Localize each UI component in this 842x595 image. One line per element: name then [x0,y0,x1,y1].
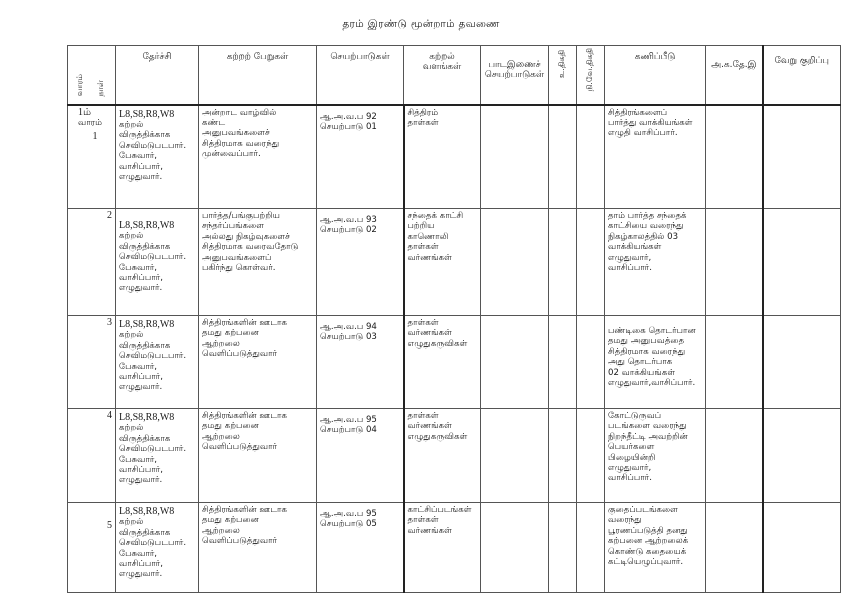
remarks-cell [763,316,841,409]
competency-line: எழுதுவார். [119,171,163,182]
outcome-line: சித்திரமாக வரைந்து [202,138,280,149]
ni-date-cell [577,409,605,503]
table-row [68,409,841,503]
u-date-cell [549,503,577,593]
assessment-cell [605,105,706,209]
competency-line: கற்றல் [119,231,144,242]
activity-line: செயற்பாடு 04 [320,425,377,436]
activity-line: ஆ.அ.வ.ப 95 [320,415,377,425]
remarks-cell [763,105,841,209]
outcome-line: முன்வைப்பார். [202,149,261,160]
assessment-line: எழுதுவார்,வாசிப்பார். [608,378,696,389]
outcome-line: சித்திரங்களின் ஊடாக [202,505,288,515]
assessment-line: அது தொடர்பாக [608,357,673,368]
ni-date-cell [577,316,605,409]
assessment-line: கட்டியெழுப்புவார். [608,557,684,568]
competency-line: எழுதுவார். [119,569,163,580]
header-assessment: கணிப்பீடு [605,46,706,105]
resource-line: தாள்கள் [407,242,439,253]
assessment-line: வாசிப்பார். [608,473,652,484]
u-date-cell [549,409,577,503]
competency-cell [116,209,199,316]
activity-line: ஆ.அ.வ.ப 94 [320,322,377,332]
competency-cell [116,105,199,209]
assessment-line: 02 வாக்கியங்கள் [608,367,676,378]
resource-line: காட்சிப்படங்கள் [407,505,472,515]
competency-line: L8,S8,R8,W8 [119,108,175,120]
header-activities: செயற்பாடுகள் [317,46,404,105]
table-body [68,105,841,593]
resource-line: எழுதுகருவிகள் [407,431,468,442]
competency-line: L8,S8,R8,W8 [119,506,175,517]
competency-line: பேசுவார், [119,151,158,162]
day-number: 2 [107,210,112,221]
competency-line: விருத்திக்காக [119,241,171,252]
outcomes-cell [199,209,317,316]
resources-cell [404,409,481,503]
competency-line: எழுதுவார். [119,283,163,294]
outcome-line: தமது கற்பனை [202,515,259,526]
assessment-cell [605,409,706,503]
header-u-date [549,46,577,105]
activities-cell [317,409,404,503]
resources-cell [404,316,481,409]
outcome-line: அல்லது நிகழ்வுகளைச் [202,231,290,242]
resource-line: எழுதுகருவிகள் [407,338,468,349]
competency-line: வாசிப்பார், [119,465,163,476]
day-number: 3 [107,317,112,328]
week-label: வாரம் [78,117,103,128]
assessment-line: குதைப்படங்களை [608,505,678,515]
cocurricular-cell [481,316,549,409]
day-number: 4 [107,410,112,421]
resource-line: வர்ணங்கள் [407,252,452,263]
competency-line: எழுதுவார். [119,475,163,486]
outcomes-cell [199,105,317,209]
competency-line: செவிமடுபடபார். [119,140,187,151]
competency-line: விருத்திக்காக [119,527,171,538]
outcome-line: சித்திரமாக வரைவதோடு [202,242,299,253]
ni-date-label: நி.வே.திகதி [585,48,595,92]
activity-line: ஆ.அ.வ.ப 95 [320,509,377,519]
competency-line: எழுதுவார். [119,382,163,393]
outcomes-cell [199,316,317,409]
header-remarks: வேறு குறிப்பு [763,46,841,105]
assessment-line: தாம் பார்த்த சந்தைக் [608,211,687,221]
resources-cell [404,209,481,316]
competency-cell [116,316,199,409]
outcome-line: அனுபவங்களைச் [202,128,270,139]
outcome-line: பகிர்ந்து கொள்வர். [202,263,276,274]
header-competency: தேர்ச்சி [116,46,199,105]
resource-line: வர்ணங்கள் [407,328,452,339]
resource-line: வர்ணங்கள் [407,421,452,432]
cocurricular-cell [481,105,549,209]
assessment-line: கொண்டு கதையைக் [608,546,687,557]
u-date-cell [549,209,577,316]
competency-line: செவிமடுபடபார். [119,538,187,549]
u-date-label: உ.திகதி [557,50,567,79]
resources-cell [404,105,481,209]
activity-line: செயற்பாடு 03 [320,332,377,343]
outcome-line: கண்ட [202,117,226,128]
assessment-line: சித்திரமாக வரைந்து [608,346,686,357]
assessment-line: பண்டிகை தொடர்பான [608,326,696,336]
activities-cell [317,503,404,593]
resource-line: தாள்கள் [407,117,439,128]
header-week: வாரம் [75,73,84,97]
outcome-line: வெளிப்படுத்துவார் [202,536,278,547]
day-number: 5 [107,520,112,531]
header-akathe: அ.க.தே.இ [706,46,763,105]
activity-line: செயற்பாடு 02 [320,225,377,236]
day-number: 1 [92,131,98,143]
assessment-line: தமது அனுபவத்தை [608,336,685,347]
header-resources: கற்றல் வளங்கள் [404,46,481,105]
remarks-cell [763,209,841,316]
activity-line: ஆ.அ.வ.ப 93 [320,215,377,225]
resource-line: தாள்கள் [407,411,439,421]
competency-line: பேசுவார், [119,548,158,559]
ni-date-cell [577,209,605,316]
akathe-cell [706,105,763,209]
remarks-cell [763,409,841,503]
week-day-cell [68,105,116,209]
table-row [68,316,841,409]
outcome-line: ஆற்றலை [202,431,240,442]
assessment-line: நிகழ்காலத்தில் 03 [608,231,679,242]
u-date-cell [549,316,577,409]
assessment-line: நிறந்தீட்டி அவற்றின் [608,431,688,442]
assessment-line: சித்திரங்களைப் [608,107,668,118]
activities-cell [317,316,404,409]
competency-line: பேசுவார், [119,454,158,465]
cocurricular-cell [481,209,549,316]
assessment-line: காட்சியை வரைந்து [608,221,684,232]
resource-line: தாள்கள் [407,515,439,526]
competency-line: விருத்திக்காக [119,433,171,444]
week-day-cell [68,409,116,503]
competency-line: செவிமடுபடபார். [119,252,187,263]
header-week-day [68,46,116,105]
outcome-line: சந்தர்ப்பங்களை [202,221,265,232]
activity-line: செயற்பாடு 01 [320,121,377,132]
competency-line: L8,S8,R8,W8 [119,412,175,423]
outcome-line: ஆற்றலை [202,338,240,349]
cocurricular-cell [481,409,549,503]
assessment-line: வாசிப்பார். [608,263,652,274]
assessment-line: பிழையின்றி [608,452,656,463]
competency-line: கற்றல் [119,330,144,341]
akathe-cell [706,503,763,593]
table-row [68,105,841,209]
competency-line: பேசுவார், [119,361,158,372]
competency-line: L8,S8,R8,W8 [119,319,175,330]
outcome-line: சித்திரங்களின் ஊடாக [202,411,288,421]
akathe-cell [706,409,763,503]
activities-cell [317,105,404,209]
competency-line: வாசிப்பார், [119,161,163,172]
assessment-line: வரைந்து [608,515,642,526]
outcome-line: அன்றாட வாழ்வில் [202,107,277,118]
table-row [68,209,841,316]
competency-line: பேசுவார், [119,262,158,273]
header-cocurricular: பாடஇணைச் செயற்பாடுகள் [481,46,549,105]
assessment-line: எழுதுவார், [608,252,652,263]
week-day-cell [68,503,116,593]
header-day: நாள் [96,79,106,97]
competency-line: கற்றல் [119,423,144,434]
competency-line: வாசிப்பார், [119,372,163,383]
competency-line: வாசிப்பார், [119,559,163,570]
assessment-line: பெயர்களை [608,442,655,453]
assessment-cell [605,316,706,409]
resources-cell [404,503,481,593]
outcome-line: பார்த்த/பங்குபற்றிய [202,211,280,221]
akathe-cell [706,209,763,316]
assessment-line: எழுதுவார், [608,463,652,474]
resource-line: வர்ணங்கள் [407,525,452,536]
assessment-cell [605,209,706,316]
competency-line: விருத்திக்காக [119,130,171,141]
resource-line: சந்தைக் காட்சி [407,211,464,221]
outcome-line: சித்திரங்களின் ஊடாக [202,318,288,328]
header-row [68,46,841,105]
u-date-cell [549,105,577,209]
assessment-line: கோட்டுருவப் [608,411,662,421]
table-row [68,503,841,593]
competency-line: செவிமடுபடபார். [119,444,187,455]
ni-date-cell [577,105,605,209]
activity-line: செயற்பாடு 05 [320,519,377,530]
competency-line: கற்றல் [119,119,144,130]
remarks-cell [763,503,841,593]
outcomes-cell [199,409,317,503]
week-day-cell [68,209,116,316]
akathe-cell [706,316,763,409]
competency-cell [116,409,199,503]
resource-line: சித்திரம் [407,107,439,118]
ni-date-cell [577,503,605,593]
week-day-cell [68,316,116,409]
competency-cell [116,503,199,593]
outcome-line: தமது கற்பனை [202,421,259,432]
outcome-line: ஆற்றலை [202,525,240,536]
outcome-line: வெளிப்படுத்துவார் [202,442,278,453]
outcome-line: அனுபவங்களைப் [202,252,272,263]
resource-line: பற்றிய [407,221,435,232]
activities-cell [317,209,404,316]
resource-line: தாள்கள் [407,318,439,328]
resource-line: காணொலி [407,231,449,242]
competency-line: L8,S8,R8,W8 [119,220,175,231]
term-plan-table [67,45,841,593]
header-ni-date [577,46,605,105]
assessment-line: பூரணப்படுத்தி தனது [608,525,688,536]
assessment-line: பார்த்து வாக்கியங்கள் [608,117,693,128]
outcomes-cell [199,503,317,593]
competency-line: கற்றல் [119,517,144,528]
outcome-line: வெளிப்படுத்துவார் [202,349,278,360]
assessment-line: படங்களை வரைந்து [608,421,687,432]
week-number: 1ம் [78,106,92,118]
assessment-line: கற்பனை ஆற்றலைக் [608,536,689,547]
header-outcomes: கற்றற் பேறுகள் [199,46,317,105]
competency-line: விருத்திக்காக [119,340,171,351]
assessment-line: எழுதி வாசிப்பார். [608,128,678,139]
cocurricular-cell [481,503,549,593]
assessment-cell [605,503,706,593]
competency-line: வாசிப்பார், [119,273,163,284]
activity-line: ஆ.அ.வ.ப 92 [320,111,377,122]
page-title: தரம் இரண்டு மூன்றாம் தவணை [342,18,500,30]
assessment-line: வாக்கியங்கள் [608,242,662,253]
competency-line: செவிமடுபடபார். [119,351,187,362]
outcome-line: தமது கற்பனை [202,328,259,339]
